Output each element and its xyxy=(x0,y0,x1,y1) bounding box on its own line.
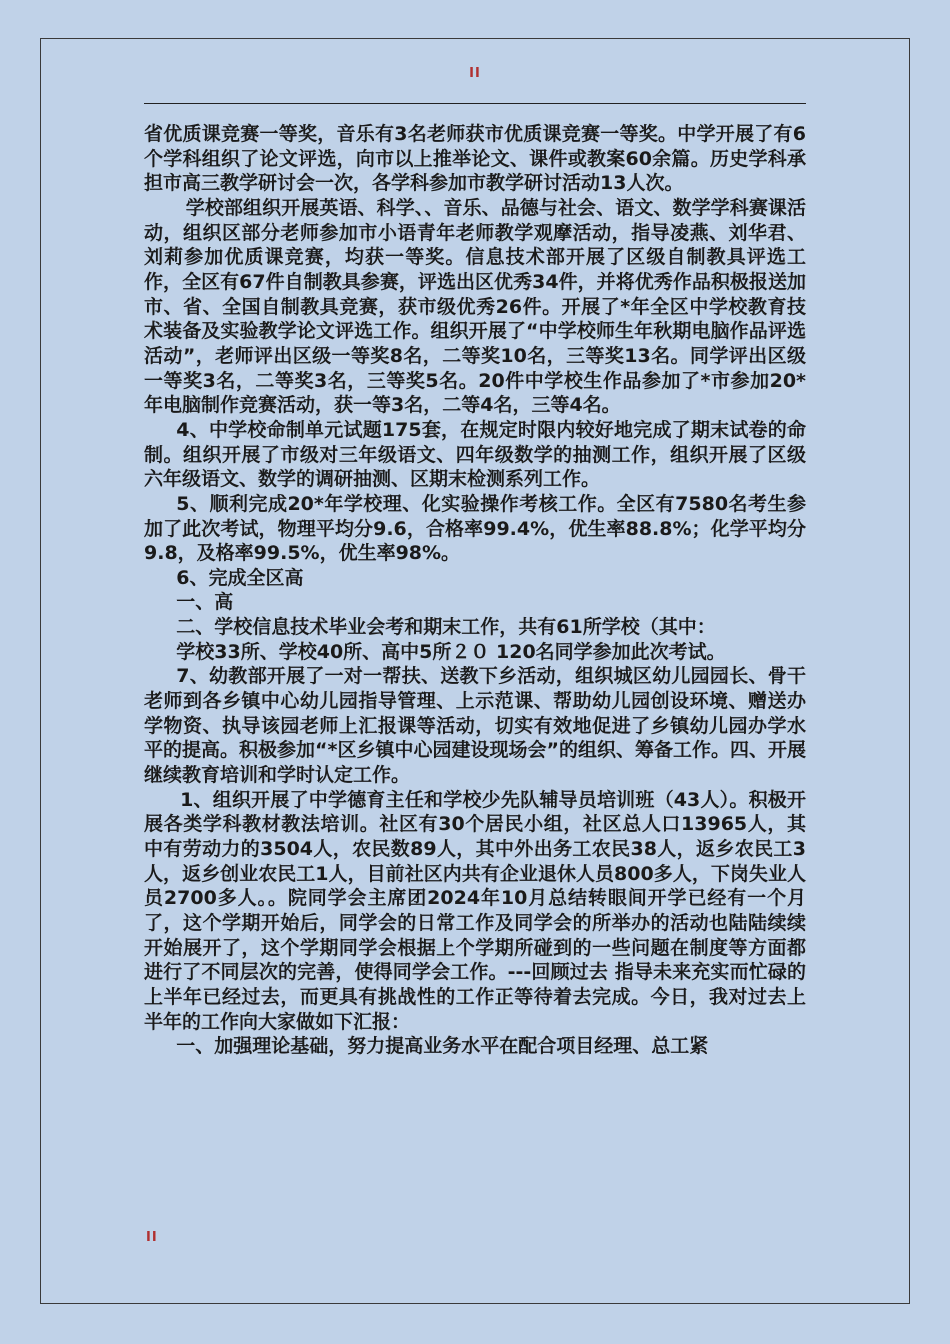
paragraph: 学校33所、学校40所、高中5所２０ 120名同学参加此次考试。 xyxy=(176,640,726,663)
paragraph: 一、高 xyxy=(176,591,234,614)
paragraph: 5、顺利完成20*年学校理、化实验操作考核工作。全区有7580名考生参加了此次考试，物理平均分9.6，合格率99.4%，优生率88.8%；化学平均分9.8，及格率99.5%，优生率98%。 xyxy=(144,492,806,565)
paragraph: 4、中学校命制单元试题175套，在规定时限内较好地完成了期末试卷的命制。组织开展了市级对三年级语文、四年级数学的抽测工作，组织开展了区级六年级语文、数学的调研抽测、区期末检测系列工作。 xyxy=(144,418,806,491)
paragraph: 6、完成全区高 xyxy=(176,566,304,589)
paragraph: 7、幼教部开展了一对一帮扶、送教下乡活动，组织城区幼儿园园长、骨干老师到各乡镇中心幼儿园指导管理、上示范课、帮助幼儿园创设环境、赠送办学物资、执导该园老师上汇报课等活动，切实有效地促进了乡镇幼儿园办学水平的提高。积极参加“*区乡镇中心园建设现场会”的组织、筹备工作。四、开展继续教育培训和学时认定工作。 xyxy=(144,665,806,787)
header-mark: II xyxy=(469,66,481,81)
footer-mark: II xyxy=(146,1230,158,1245)
document-body xyxy=(144,122,806,1234)
paragraph: 一、加强理论基础，努力提高业务水平在配合项目经理、总工紧 xyxy=(176,1035,709,1058)
paragraph: 二、学校信息技术毕业会考和期末工作，共有61所学校（其中： xyxy=(176,616,716,639)
header-rule xyxy=(144,103,806,104)
paragraph: 省优质课竞赛一等奖，音乐有3名老师获市优质课竞赛一等奖。中学开展了有6个学科组织了论文评选，向市以上推举论文、课件或教案60余篇。历史学科承担市高三教学研讨会一次，各学科参加市教学研讨活动13人次。 xyxy=(144,123,806,195)
paragraph: 学校部组织开展英语、科学、、音乐、品德与社会、语文、数学学科赛课活动，组织区部分老师参加市小语青年老师教学观摩活动，指导凌燕、刘华君、刘莉参加优质课竞赛，均获一等奖。信息技术部开展了区级自制教具评选工作，全区有67件自制教具参赛，评选出区优秀34件，并将优秀作品积极报送加市、省、全国自制教具竞赛，获市级优秀26件。开展了*年全区中学校教育技术装备及实验教学论文评选工作。组织开展了“中学校师生年秋期电脑作品评选活动”，老师评出区级一等奖8名，二等奖10名，三等奖13名。同学评出区级一等奖3名，二等奖3名，三等奖5名。20件中学校生作品参加了*市参加20*年电脑制作竞赛活动，获一等3名，二等4名，三等4名。 xyxy=(144,196,806,417)
paragraph: 1、组织开展了中学德育主任和学校少先队辅导员培训班（43人）。积极开展各类学科教材教法培训。社区有30个居民小组，社区总人口13965人，其中有劳动力的3504人，农民数89人，其中外出务工农民38人，返乡农民工3人，返乡创业农民工1人，目前社区内共有企业退休人员800多人，下岗失业人员2700多人。。院同学会主席团2024年10月总结转眼间开学已经有一个月了，这个学期开始后，同学会的日常工作及同学会的所举办的活动也陆陆续续开始展开了，这个学期同学会根据上个学期所碰到的一些问题在制度等方面都进行了不同层次的完善，使得同学会工作。---回顾过去 指导未来充实而忙碌的上半年已经过去，而更具有挑战性的工作正等待着去完成。今日，我对过去上半年的工作向大家做如下汇报： xyxy=(144,788,806,1033)
